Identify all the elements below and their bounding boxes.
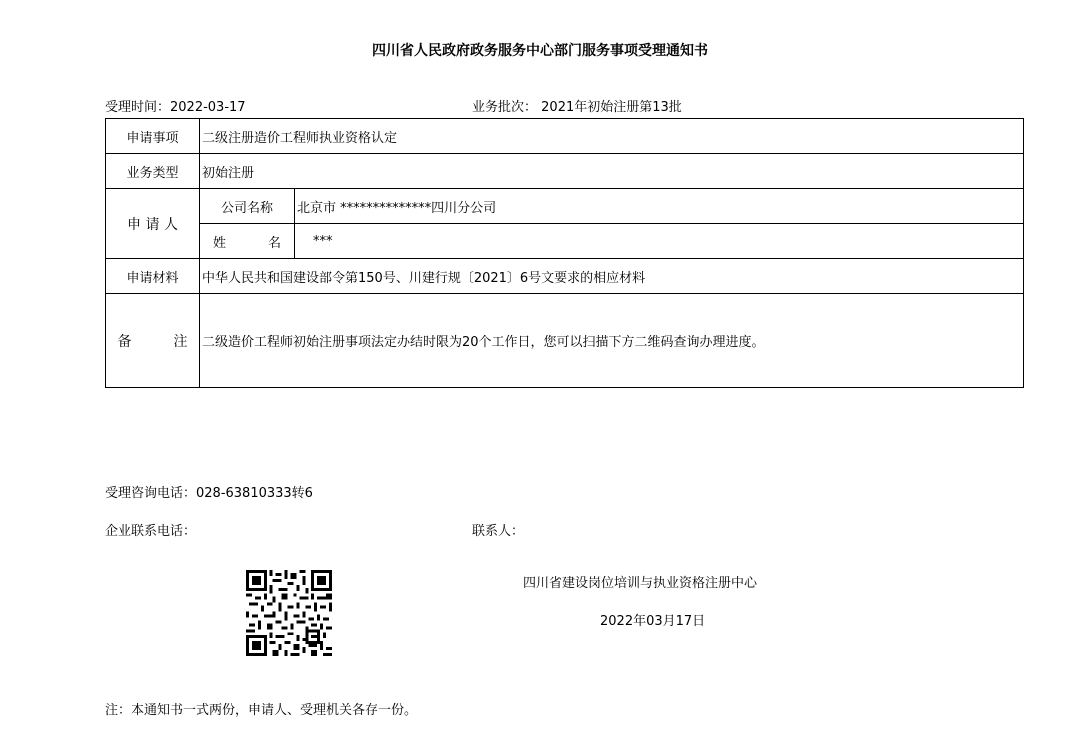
accept-time-label: 受理时间： — [105, 100, 171, 115]
remark-label-char-1: 备 — [117, 333, 132, 350]
table-row — [106, 294, 1024, 388]
name-label — [200, 224, 295, 259]
contact-person-label: 联系人： — [472, 524, 525, 539]
table-row — [106, 189, 1024, 224]
qr-code-icon — [246, 570, 332, 656]
type-label: 业务类型 — [106, 154, 200, 189]
table-row — [106, 119, 1024, 154]
item-label: 申请事项 — [106, 119, 200, 154]
company-value: 北京市 **************四川分公司 — [295, 189, 1024, 224]
materials-value: 中华人民共和国建设部令第150号、川建行规〔2021〕6号文要求的相应材料 — [200, 259, 1024, 294]
issuer-date: 2022年03月17日 — [600, 614, 706, 629]
remark-label-char-2: 注 — [173, 333, 188, 350]
issuer-org: 四川省建设岗位培训与执业资格注册中心 — [523, 576, 758, 591]
business-batch — [472, 96, 682, 115]
document-title: 四川省人民政府政务服务中心部门服务事项受理通知书 — [372, 43, 708, 59]
type-value: 初始注册 — [200, 154, 1024, 189]
remark-value: 二级造价工程师初始注册事项法定办结时限为20个工作日，您可以扫描下方二维码查询办理进度。 — [200, 294, 1024, 388]
company-phone-label: 企业联系电话： — [105, 524, 197, 539]
accept-time — [105, 96, 246, 115]
materials-label: 申请材料 — [106, 259, 200, 294]
item-value: 二级注册造价工程师执业资格认定 — [200, 119, 1024, 154]
batch-label: 业务批次： — [472, 100, 538, 115]
table-row — [106, 154, 1024, 189]
remark-label — [106, 294, 200, 388]
name-label-char-2: 名 — [268, 235, 282, 251]
name-label-char-1: 姓 — [212, 235, 226, 251]
notice-table — [105, 118, 1024, 388]
company-label: 公司名称 — [200, 189, 295, 224]
table-row — [106, 224, 1024, 259]
applicant-label: 申 请 人 — [106, 189, 200, 259]
table-row — [106, 259, 1024, 294]
accept-time-value: 2022-03-17 — [170, 100, 246, 115]
footnote: 注：本通知书一式两份，申请人、受理机关各存一份。 — [105, 703, 418, 718]
name-value: *** — [295, 224, 1024, 259]
consult-phone: 受理咨询电话：028-63810333转6 — [105, 486, 313, 501]
batch-value: 2021年初始注册第13批 — [541, 100, 682, 115]
